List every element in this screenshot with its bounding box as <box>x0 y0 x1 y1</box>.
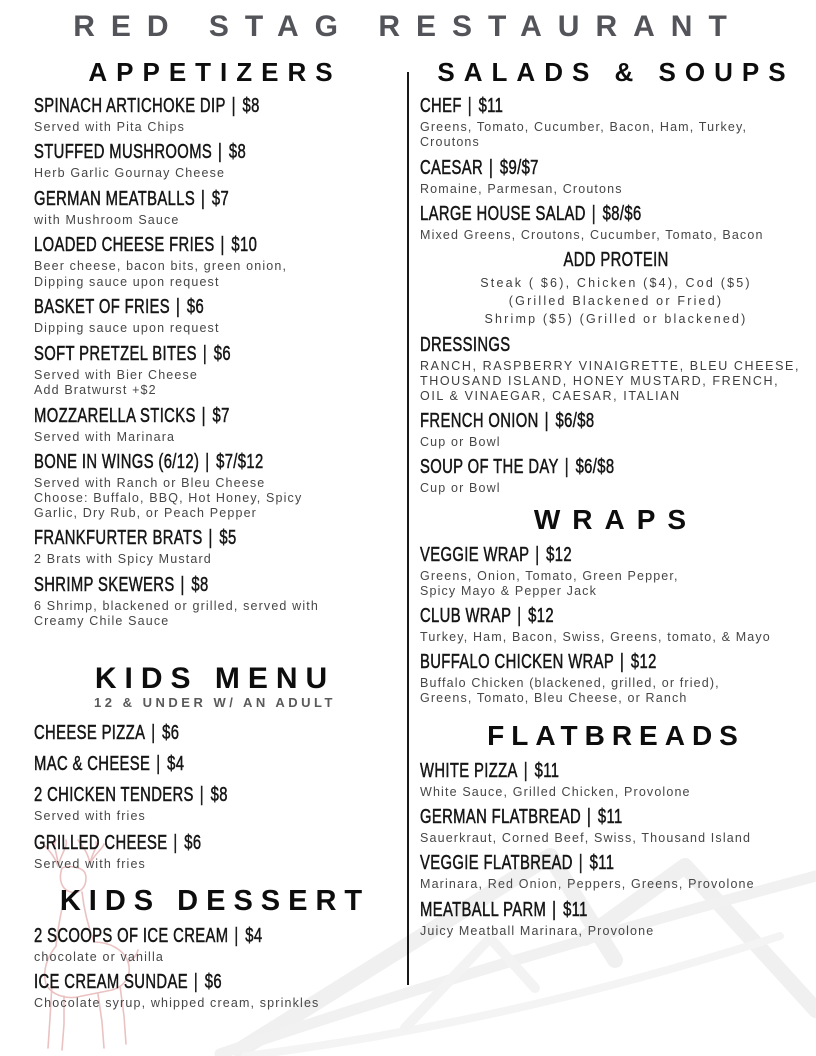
menu-item <box>34 972 396 1011</box>
price-separator: | <box>467 94 472 117</box>
price-separator: | <box>151 721 156 744</box>
item-price: $6 <box>204 971 222 994</box>
item-description: Beer cheese, bacon bits, green onion, <box>34 259 288 274</box>
item-name-scale <box>34 452 264 473</box>
item-name-line <box>34 785 396 807</box>
menu-item <box>420 457 812 497</box>
item-name: DRESSINGS <box>420 334 511 357</box>
price-separator: | <box>231 94 236 117</box>
item-name: SHRIMP SKEWERS <box>34 573 175 596</box>
section-heading-kids-menu: KIDS MENU <box>94 661 336 695</box>
item-name-line <box>34 528 396 550</box>
item-name-line <box>34 926 396 948</box>
item-price: $6 <box>186 296 205 319</box>
menu-section-kids-dessert <box>34 886 396 1012</box>
price-separator: | <box>220 234 225 257</box>
item-name-scale <box>420 204 642 225</box>
item-price: $7 <box>212 404 230 427</box>
item-name-scale <box>34 528 237 549</box>
item-description: Marinara, Red Onion, Peppers, Greens, Provolone <box>420 877 755 892</box>
item-description: Chocolate syrup, whipped cream, sprinkles <box>34 996 320 1011</box>
item-name-scale <box>34 723 179 744</box>
item-description: Dipping sauce upon request <box>34 321 220 336</box>
menu-item <box>420 411 812 451</box>
item-name-line <box>34 833 396 855</box>
item-name-scale <box>420 545 572 566</box>
right-column <box>420 58 812 946</box>
item-name-line <box>34 406 396 428</box>
item-price: $11 <box>597 806 623 829</box>
item-name: CAESAR <box>420 156 484 179</box>
item-name-line <box>34 972 396 994</box>
menu-item <box>34 754 396 776</box>
item-name-scale <box>34 142 246 163</box>
item-description: Greens, Onion, Tomato, Green Pepper, <box>420 568 679 583</box>
item-name-line <box>34 189 396 211</box>
item-name-line <box>420 158 812 180</box>
menu-item <box>420 761 812 801</box>
column-divider <box>407 72 409 985</box>
item-price: $8 <box>210 783 228 806</box>
item-name-scale <box>34 96 260 117</box>
section-heading-wraps: WRAPS <box>533 503 699 535</box>
item-description: Cup or Bowl <box>420 481 501 496</box>
item-price: $12 <box>546 543 572 566</box>
item-description: THOUSAND ISLAND, HONEY MUSTARD, FRENCH, <box>420 374 780 389</box>
item-description: Add Bratwurst +$2 <box>34 383 157 398</box>
menu-item <box>34 723 396 745</box>
item-price: $5 <box>219 527 237 550</box>
price-separator: | <box>535 543 540 566</box>
item-name-line <box>34 344 396 366</box>
item-name: 2 CHICKEN TENDERS <box>34 783 194 806</box>
menu-item <box>34 575 396 629</box>
menu-item <box>34 344 396 399</box>
menu-item <box>420 158 812 198</box>
item-name-scale <box>34 926 262 947</box>
menu-item <box>420 204 812 243</box>
item-name: BUFFALO CHICKEN WRAP <box>420 651 615 674</box>
item-name-line <box>34 142 396 164</box>
item-description: Romaine, Parmesan, Croutons <box>420 181 623 196</box>
item-name-scale <box>34 785 228 806</box>
item-name: GRILLED CHEESE <box>34 832 168 855</box>
item-name: SOFT PRETZEL BITES <box>34 342 197 365</box>
item-description: Served with Marinara <box>34 429 176 444</box>
price-separator: | <box>173 832 178 855</box>
item-description: Shrimp ($5) (Grilled or blackened) <box>484 312 748 327</box>
item-name-scale <box>34 344 231 365</box>
item-price: $7 <box>211 187 230 210</box>
item-name: CHEF <box>420 94 462 117</box>
item-description: Served with Bier Cheese <box>34 367 199 382</box>
item-name-scale <box>420 158 539 179</box>
item-description: Cup or Bowl <box>420 434 501 449</box>
price-separator: | <box>517 604 522 627</box>
left-column <box>34 58 396 1018</box>
item-name: ICE CREAM SUNDAE <box>34 971 188 994</box>
item-description: Greens, Tomato, Bleu Cheese, or Ranch <box>420 691 688 706</box>
item-name-scale <box>420 96 503 117</box>
item-description: Served with Pita Chips <box>34 119 186 134</box>
item-price: $6 <box>184 832 202 855</box>
item-description: Steak ( $6), Chicken ($4), Cod ($5) <box>480 276 752 291</box>
item-price: $7/$12 <box>216 451 264 474</box>
item-name: LARGE HOUSE SALAD <box>420 203 586 226</box>
price-separator: | <box>564 456 569 479</box>
menu-item <box>34 189 396 229</box>
item-price: $6 <box>213 342 231 365</box>
item-name: GERMAN FLATBREAD <box>420 806 582 829</box>
item-name-scale <box>34 235 257 256</box>
item-name-scale <box>420 457 614 478</box>
item-name-line <box>420 411 812 433</box>
item-price: $8 <box>228 141 247 164</box>
item-name-line <box>34 96 396 118</box>
item-description: Croutons <box>420 135 480 150</box>
price-separator: | <box>578 852 584 875</box>
item-name-line <box>34 452 396 474</box>
item-name-scale <box>34 972 222 993</box>
item-name-line <box>420 335 812 357</box>
item-name-scale <box>34 575 209 596</box>
price-separator: | <box>156 752 161 775</box>
item-name-scale <box>563 250 668 271</box>
menu-item <box>420 545 812 599</box>
item-name-scale <box>34 754 184 775</box>
item-name-line <box>420 545 812 567</box>
menu-item <box>34 235 396 290</box>
item-name-line <box>34 297 396 319</box>
item-description: Dipping sauce upon request <box>34 274 220 289</box>
menu-item <box>34 785 396 825</box>
item-name-scale <box>420 411 594 432</box>
price-separator: | <box>193 971 199 994</box>
item-price: $12 <box>528 604 554 627</box>
item-price: $4 <box>245 925 263 948</box>
item-price: $11 <box>478 94 504 117</box>
item-name: CHEESE PIZZA <box>34 721 146 744</box>
item-name-scale <box>34 833 201 854</box>
price-separator: | <box>175 296 181 319</box>
item-name-scale <box>420 900 588 921</box>
item-name-line <box>34 723 396 745</box>
menu-item <box>34 833 396 873</box>
price-separator: | <box>544 409 549 432</box>
item-price: $6/$8 <box>575 456 615 479</box>
item-name-scale <box>420 853 614 874</box>
item-description: Spicy Mayo & Pepper Jack <box>420 583 597 598</box>
menu-item <box>420 96 812 151</box>
item-description: Sauerkraut, Corned Beef, Swiss, Thousand Island <box>420 831 752 846</box>
menu-item <box>420 807 812 846</box>
item-name-scale <box>420 606 554 627</box>
price-separator: | <box>619 651 625 674</box>
item-description: Creamy Chile Sauce <box>34 613 170 628</box>
item-name: WHITE PIZZA <box>420 759 518 782</box>
item-price: $9/$7 <box>499 156 539 179</box>
item-name: BASKET OF FRIES <box>34 296 171 319</box>
item-name: ADD PROTEIN <box>563 249 669 272</box>
item-name-line <box>34 754 396 776</box>
item-description: White Sauce, Grilled Chicken, Provolone <box>420 784 691 799</box>
item-name: CLUB WRAP <box>420 604 512 627</box>
price-separator: | <box>552 898 557 921</box>
item-name: MEATBALL PARM <box>420 898 547 921</box>
item-name-line <box>420 900 812 922</box>
menu-item <box>420 853 812 893</box>
item-description: OIL & VINAEGAR, CAESAR, ITALIAN <box>420 388 681 403</box>
item-name-line <box>420 250 812 272</box>
item-name-line <box>420 853 812 875</box>
price-separator: | <box>208 527 213 550</box>
price-separator: | <box>586 806 592 829</box>
price-separator: | <box>180 573 185 596</box>
menu-item <box>34 926 396 965</box>
item-name: VEGGIE FLATBREAD <box>420 852 573 875</box>
item-name-line <box>420 652 812 674</box>
item-name: SPINACH ARTICHOKE DIP <box>34 94 226 117</box>
item-name: SOUP OF THE DAY <box>420 456 559 479</box>
price-separator: | <box>201 187 206 210</box>
item-name-line <box>420 96 812 118</box>
section-subheading: 12 & UNDER W/ AN ADULT <box>94 694 336 710</box>
price-separator: | <box>202 342 208 365</box>
item-name: 2 SCOOPS OF ICE CREAM <box>34 925 229 948</box>
item-name: VEGGIE WRAP <box>420 543 530 566</box>
item-name-scale <box>420 652 657 673</box>
item-description: with Mushroom Sauce <box>34 212 180 227</box>
item-name-line <box>420 606 812 628</box>
item-name-line <box>420 807 812 829</box>
price-separator: | <box>201 404 206 427</box>
item-description: Herb Garlic Gournay Cheese <box>34 166 226 181</box>
menu-section-salads-soups <box>420 58 812 497</box>
item-description: Mixed Greens, Croutons, Cucumber, Tomato, Bacon <box>420 228 764 243</box>
item-description: Greens, Tomato, Cucumber, Bacon, Ham, Turkey, <box>420 119 748 134</box>
item-price: $4 <box>167 752 185 775</box>
item-name-scale <box>34 297 204 318</box>
item-name: FRANKFURTER BRATS <box>34 527 203 550</box>
item-description: chocolate or vanilla <box>34 950 165 965</box>
item-name-scale <box>420 807 623 828</box>
item-price: $10 <box>231 234 258 257</box>
menu-section-wraps <box>420 505 812 706</box>
item-description: Served with fries <box>34 808 146 823</box>
item-description: Garlic, Dry Rub, or Peach Pepper <box>34 506 257 521</box>
menu-item <box>420 900 812 940</box>
item-name: GERMAN MEATBALLS <box>34 187 196 210</box>
item-price: $6 <box>162 721 180 744</box>
menu-item <box>34 96 396 136</box>
price-separator: | <box>218 141 223 164</box>
price-separator: | <box>234 925 239 948</box>
price-separator: | <box>591 203 596 226</box>
section-heading-flatbreads: FLATBREADS <box>487 720 745 752</box>
price-separator: | <box>523 759 528 782</box>
price-separator: | <box>489 156 494 179</box>
menu-item <box>34 142 396 182</box>
item-name-scale <box>420 335 511 356</box>
price-separator: | <box>205 451 210 474</box>
item-description: Juicy Meatball Marinara, Provolone <box>420 923 655 938</box>
menu-item <box>420 335 812 403</box>
item-price: $11 <box>589 852 615 875</box>
item-description: Served with Ranch or Bleu Cheese <box>34 476 266 491</box>
item-name-line <box>420 761 812 783</box>
item-name: STUFFED MUSHROOMS <box>34 141 213 164</box>
menu-item <box>34 528 396 568</box>
section-heading-kids-dessert: KIDS DESSERT <box>59 884 371 917</box>
item-price: $12 <box>630 651 657 674</box>
menu-section-flatbreads <box>420 721 812 939</box>
menu-item <box>420 606 812 646</box>
item-name-scale <box>34 189 229 210</box>
item-price: $6/$8 <box>555 409 595 432</box>
item-description: Turkey, Ham, Bacon, Swiss, Greens, tomato, & Mayo <box>420 629 771 644</box>
item-description: RANCH, RASPBERRY VINAIGRETTE, BLEU CHEESE, <box>420 359 801 374</box>
item-price: $8 <box>191 573 209 596</box>
item-price: $11 <box>534 759 560 782</box>
item-description: 6 Shrimp, blackened or grilled, served with <box>34 598 319 613</box>
item-name: LOADED CHEESE FRIES <box>34 234 215 257</box>
item-name-scale <box>34 406 230 427</box>
item-name-line <box>34 235 396 257</box>
menu-item <box>34 297 396 337</box>
menu-item <box>34 452 396 521</box>
item-name-line <box>420 457 812 479</box>
item-name-scale <box>420 761 559 782</box>
item-name-line <box>34 575 396 597</box>
item-price: $8 <box>242 94 260 117</box>
item-name: BONE IN WINGS (6/12) <box>34 451 200 474</box>
item-name-line <box>420 204 812 226</box>
item-description: Buffalo Chicken (blackened, grilled, or fried), <box>420 676 720 691</box>
item-description: 2 Brats with Spicy Mustard <box>34 552 212 567</box>
item-name: MOZZARELLA STICKS <box>34 404 196 427</box>
item-description: (Grilled Blackened or Fried) <box>508 294 724 309</box>
section-heading-appetizers: APPETIZERS <box>88 57 342 87</box>
item-price: $11 <box>563 898 588 921</box>
menu-item <box>420 250 812 328</box>
item-name: MAC & CHEESE <box>34 752 151 775</box>
item-description: Choose: Buffalo, BBQ, Hot Honey, Spicy <box>34 491 303 506</box>
menu-section-appetizers <box>34 58 396 629</box>
item-description: Served with fries <box>34 857 146 872</box>
menu-section-kids-menu <box>34 662 396 873</box>
item-price: $8/$6 <box>602 203 642 226</box>
page-title: RED STAG RESTAURANT <box>73 10 743 43</box>
price-separator: | <box>199 783 204 806</box>
section-heading-salads-soups: SALADS & SOUPS <box>437 57 795 87</box>
menu-item <box>34 406 396 446</box>
menu-item <box>420 652 812 706</box>
item-name: FRENCH ONION <box>420 409 539 432</box>
